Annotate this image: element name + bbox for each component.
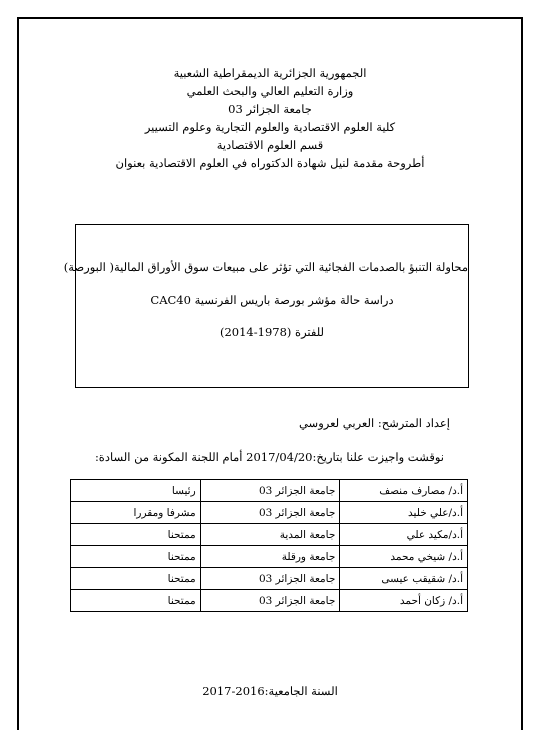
case-study: دراسة حالة مؤشر بورصة باريس الفرنسية CAC40 xyxy=(150,293,394,307)
member-role: رئيسا xyxy=(71,480,201,502)
thesis-title: محاولة التنبؤ بالصدمات الفجائية التي تؤثر على مبيعات سوق الأوراق المالية( البورصة) xyxy=(63,260,468,274)
member-name: أ.د/علي خليد xyxy=(340,502,468,524)
member-university: جامعة الجزائر 03 xyxy=(200,480,340,502)
thesis-title-box xyxy=(63,224,469,388)
table-row xyxy=(71,590,468,612)
faculty-name: كلية العلوم الاقتصادية والعلوم التجارية وعلوم التسيير xyxy=(144,120,396,134)
member-university: جامعة ورقلة xyxy=(200,546,340,568)
member-name: أ.د/ شيخي محمد xyxy=(340,546,468,568)
table-row xyxy=(71,568,468,590)
member-university: جامعة المدية xyxy=(200,524,340,546)
committee-table xyxy=(70,479,468,612)
institution-header xyxy=(40,64,500,172)
member-name: أ.د/ شقيقب عيسى xyxy=(340,568,468,590)
university-name: جامعة الجزائر 03 xyxy=(228,102,312,116)
department-name: قسم العلوم الاقتصادية xyxy=(216,138,324,152)
member-name: أ.د/ مصارف منصف xyxy=(340,480,468,502)
member-role: ممتحنا xyxy=(71,524,201,546)
study-period: للفترة (1978-2014) xyxy=(219,325,325,339)
member-name: أ.د/ زكان أحمد xyxy=(340,590,468,612)
member-name: أ.د/مكيد علي xyxy=(340,524,468,546)
prepared-by: إعداد المترشح: العربي لعروسي xyxy=(298,416,450,430)
member-role: ممتحنا xyxy=(71,546,201,568)
thesis-intro: أطروحة مقدمة لنيل شهادة الدكتوراه في العلوم الاقتصادية بعنوان xyxy=(115,156,425,170)
academic-year: السنة الجامعية:2016-2017 xyxy=(202,684,338,698)
member-role: ممتحنا xyxy=(71,590,201,612)
table-row xyxy=(71,546,468,568)
member-university: جامعة الجزائر 03 xyxy=(200,502,340,524)
table-row xyxy=(71,480,468,502)
member-role: مشرفا ومقررا xyxy=(71,502,201,524)
member-role: ممتحنا xyxy=(71,568,201,590)
ministry-name: وزارة التعليم العالي والبحث العلمي xyxy=(186,84,354,98)
member-university: جامعة الجزائر 03 xyxy=(200,568,340,590)
member-university: جامعة الجزائر 03 xyxy=(200,590,340,612)
table-row xyxy=(71,502,468,524)
defense-statement: نوقشت واجيزت علنا بتاريخ:2017/04/20 أمام اللجنة المكونة من السادة: xyxy=(94,450,444,464)
table-row xyxy=(71,524,468,546)
country-name: الجمهورية الجزائرية الديمقراطية الشعبية xyxy=(173,66,367,80)
